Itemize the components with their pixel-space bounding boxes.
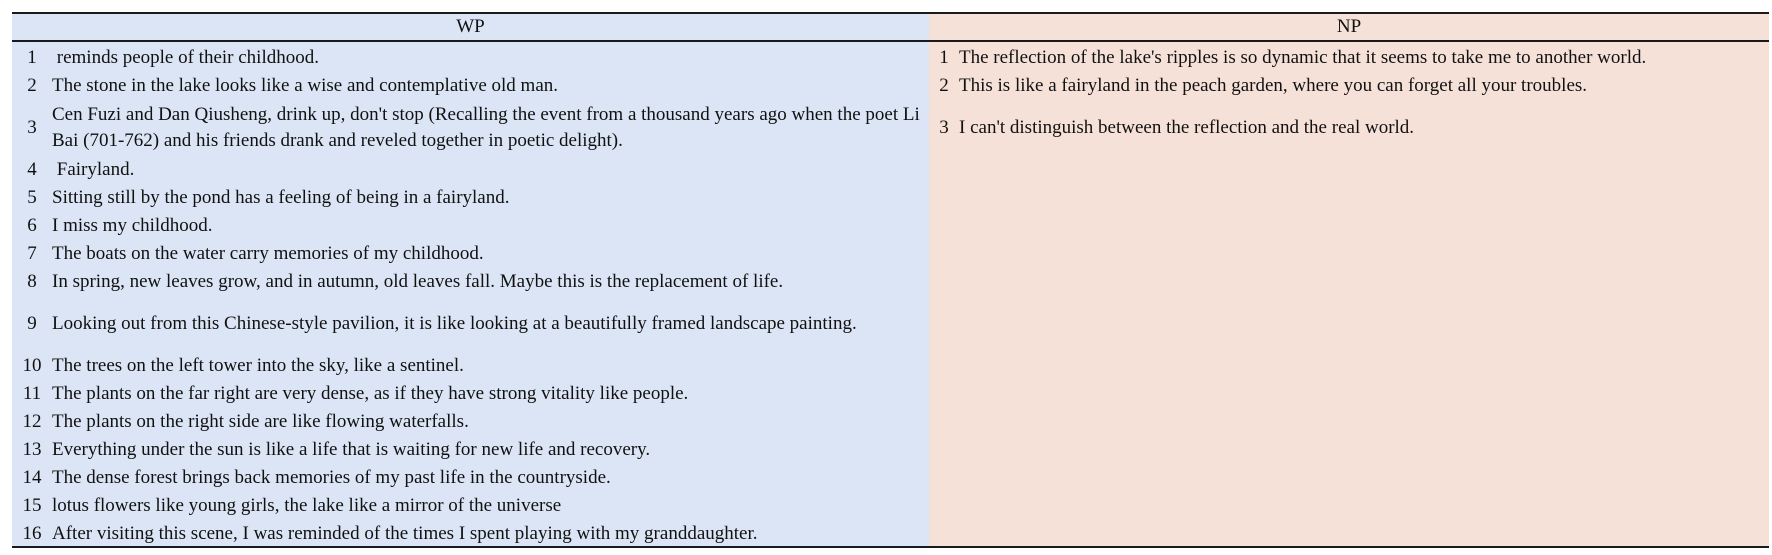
row-text: I can't distinguish between the reflection and the real world. bbox=[959, 117, 1415, 138]
row-text: In spring, new leaves grow, and in autumn, old leaves fall. Maybe this is the replacement of life. bbox=[52, 271, 784, 292]
row-text: This is like a fairyland in the peach garden, where you can forget all your troubles. bbox=[959, 75, 1588, 96]
column-header-np: NP bbox=[929, 14, 1769, 40]
row-text: The plants on the far right are very dense, as if they have strong vitality like people. bbox=[52, 383, 689, 404]
row-number: 2 bbox=[939, 75, 949, 96]
table-row bbox=[929, 72, 1769, 100]
table-row bbox=[12, 44, 929, 72]
table-row bbox=[12, 352, 929, 380]
table-row bbox=[12, 464, 929, 492]
row-number: 9 bbox=[27, 313, 37, 334]
row-number: 16 bbox=[22, 523, 42, 544]
table-row bbox=[12, 520, 929, 548]
row-number: 2 bbox=[27, 75, 37, 96]
row-text: I miss my childhood. bbox=[52, 215, 213, 236]
table-row bbox=[12, 268, 929, 296]
row-text: The stone in the lake looks like a wise and contemplative old man. bbox=[52, 75, 559, 96]
table-row bbox=[12, 184, 929, 212]
table-row bbox=[12, 492, 929, 520]
row-text: The plants on the right side are like flowing waterfalls. bbox=[52, 411, 469, 432]
row-number: 3 bbox=[27, 117, 37, 138]
row-number: 6 bbox=[27, 215, 37, 236]
row-text: reminds people of their childhood. bbox=[52, 47, 319, 68]
row-number: 14 bbox=[22, 467, 42, 488]
table-row bbox=[929, 114, 1769, 142]
wp-column bbox=[12, 42, 929, 546]
row-number: 10 bbox=[22, 355, 42, 376]
column-header-wp: WP bbox=[12, 14, 929, 40]
row-text: Fairyland. bbox=[52, 159, 135, 180]
table-row bbox=[12, 72, 929, 100]
row-number: 7 bbox=[27, 243, 37, 264]
table-row bbox=[12, 296, 929, 352]
row-number: 13 bbox=[22, 439, 42, 460]
row-number: 12 bbox=[22, 411, 42, 432]
row-text: Looking out from this Chinese-style pavilion, it is like looking at a beautifully framed landscape painting. bbox=[52, 313, 857, 334]
row-text: The reflection of the lake's ripples is so dynamic that it seems to take me to another world. bbox=[959, 47, 1647, 68]
table-row bbox=[12, 436, 929, 464]
table-row bbox=[929, 44, 1769, 72]
row-number: 3 bbox=[939, 117, 949, 138]
table-row bbox=[12, 408, 929, 436]
row-text: The trees on the left tower into the sky, like a sentinel. bbox=[52, 355, 464, 376]
row-number: 1 bbox=[27, 47, 37, 68]
table-body bbox=[12, 42, 1769, 548]
row-text: Cen Fuzi and Dan Qiusheng, drink up, don't stop (Recalling the event from a thousand years ago when the poet Li Bai (701-762) and his friends drank and reveled together in poetic delight). bbox=[52, 104, 925, 151]
row-text: The boats on the water carry memories of my childhood. bbox=[52, 243, 484, 264]
header-row bbox=[12, 14, 1769, 42]
row-text: Everything under the sun is like a life that is waiting for new life and recovery. bbox=[52, 439, 651, 460]
comparison-table bbox=[12, 12, 1769, 548]
row-number: 1 bbox=[939, 47, 949, 68]
row-text: Sitting still by the pond has a feeling of being in a fairyland. bbox=[52, 187, 510, 208]
np-column bbox=[929, 42, 1769, 546]
row-number: 8 bbox=[27, 271, 37, 292]
row-text: lotus flowers like young girls, the lake like a mirror of the universe bbox=[52, 495, 562, 516]
table-row bbox=[12, 240, 929, 268]
table-row bbox=[12, 212, 929, 240]
row-number: 15 bbox=[22, 495, 42, 516]
row-number: 11 bbox=[22, 383, 42, 404]
row-text: The dense forest brings back memories of my past life in the countryside. bbox=[52, 467, 611, 488]
table-row bbox=[12, 100, 929, 156]
row-text: After visiting this scene, I was reminded of the times I spent playing with my granddaughter. bbox=[52, 523, 758, 544]
table-row bbox=[12, 156, 929, 184]
table-row bbox=[12, 380, 929, 408]
row-number: 5 bbox=[27, 187, 37, 208]
row-number: 4 bbox=[27, 159, 37, 180]
